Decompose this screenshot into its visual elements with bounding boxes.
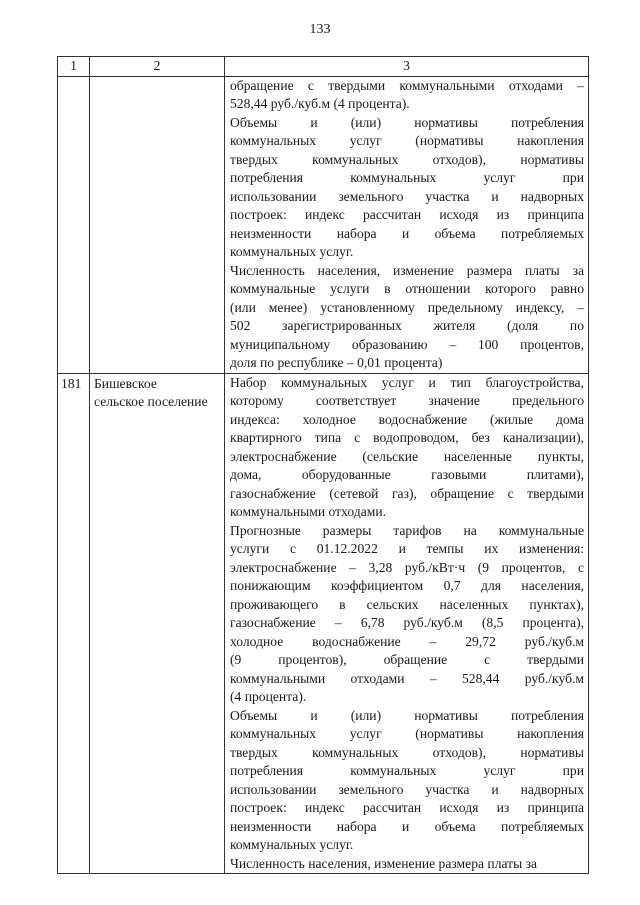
text-line: муниципальному образованию – 100 процентов,	[230, 336, 584, 352]
text-line: коммунальными отходами – 528,44 руб./куб.м	[230, 670, 584, 686]
text-line: (9 процентов), обращение с твердыми	[230, 652, 584, 667]
text-line: электроснабжение – 3,28 руб./кВт·ч (9 процентов, с	[230, 559, 584, 575]
text-line: твердых коммунальных отходов), нормативы	[230, 151, 584, 167]
paragraph-group	[230, 77, 584, 373]
column-header: 1	[58, 57, 90, 77]
text-line: коммунальных услуг (нормативы накопления	[230, 133, 584, 148]
text-line: построек: индекс рассчитан исходя из принципа	[230, 800, 584, 815]
text-line: услуги с 01.12.2022 и темпы их изменения:	[230, 541, 584, 556]
text-line: электроснабжение (сельские населенные пункты,	[230, 448, 584, 464]
description-cell	[225, 373, 589, 874]
text-line: потребления коммунальных услуг при	[230, 170, 584, 185]
paragraph	[230, 262, 584, 373]
text-line: Объемы и (или) нормативы потребления	[230, 114, 584, 130]
text-line: дома, оборудованные газовыми плитами),	[230, 467, 584, 482]
text-line: Объемы и (или) нормативы потребления	[230, 707, 584, 723]
table-row	[58, 373, 589, 874]
text-line: газоснабжение – 6,78 руб./куб.м (8,5 процента),	[230, 615, 584, 630]
text-line: коммунальными отходами.	[230, 504, 387, 519]
paragraph	[230, 114, 584, 262]
table-header-row	[58, 57, 589, 77]
column-header: 2	[90, 57, 225, 77]
text-line: 502 зарегистрированных жителя (доля по	[230, 318, 584, 333]
text-line: индекса: холодное водоснабжение (жилые дома	[230, 411, 584, 427]
text-line: неизменности набора и объема потребляемых	[230, 818, 584, 834]
column-header: 3	[225, 57, 589, 77]
paragraph	[230, 855, 584, 874]
text-line: газоснабжение (сетевой газ), обращение с твердыми	[230, 485, 584, 501]
row-number-cell	[58, 76, 90, 373]
row-number-cell: 181	[58, 373, 90, 874]
text-line: коммунальных услуг (нормативы накопления	[230, 726, 584, 741]
text-line: квартирного типа с водопроводом, без канализации),	[230, 430, 584, 445]
paragraph-group	[230, 374, 584, 874]
text-line: понижающим коэффициентом 0,7 для населения,	[230, 578, 584, 593]
text-line: Прогнозные размеры тарифов на коммунальные	[230, 522, 584, 538]
text-line: Численность населения, изменение размера платы за	[230, 262, 584, 278]
text-line: холодное водоснабжение – 29,72 руб./куб.м	[230, 633, 584, 649]
text-line: потребления коммунальных услуг при	[230, 763, 584, 778]
page-number: 133	[309, 22, 331, 37]
text-line: неизменности набора и объема потребляемых	[230, 225, 584, 241]
text-line: (4 процента).	[230, 689, 307, 704]
settlement-name-line: Бишевское	[94, 375, 157, 391]
paragraph	[230, 707, 584, 855]
text-line: построек: индекс рассчитан исходя из принципа	[230, 207, 584, 222]
paragraph	[230, 522, 584, 707]
text-line: использовании земельного участка и надворных	[230, 781, 584, 797]
text-line: (или менее) установленному предельному индексу, –	[230, 299, 584, 315]
description-cell	[225, 76, 589, 373]
text-line: коммунальные услуги в отношении которого равно	[230, 281, 584, 296]
text-line: коммунальных услуг.	[230, 837, 354, 852]
paragraph	[230, 374, 584, 522]
table-row	[58, 76, 589, 373]
settlement-name-cell	[90, 76, 225, 373]
text-line: Набор коммунальных услуг и тип благоустройства,	[230, 374, 584, 390]
text-line: 528,44 руб./куб.м (4 процента).	[230, 96, 410, 111]
text-line: Численность населения, изменение размера платы за	[230, 855, 538, 871]
text-line: доля по республике – 0,01 процента)	[230, 355, 443, 370]
paragraph	[230, 77, 584, 114]
text-line: проживающего в сельских населенных пунктах),	[230, 596, 584, 612]
settlement-name-line: сельское поселение	[94, 394, 208, 409]
text-line: которому соответствует значение предельного	[230, 393, 584, 408]
text-line: использовании земельного участка и надворных	[230, 188, 584, 204]
document-table	[57, 56, 589, 874]
settlement-name-cell	[90, 373, 225, 874]
text-line: твердых коммунальных отходов), нормативы	[230, 744, 584, 760]
text-line: обращение с твердыми коммунальными отходами –	[230, 77, 584, 93]
text-line: коммунальных услуг.	[230, 244, 354, 259]
